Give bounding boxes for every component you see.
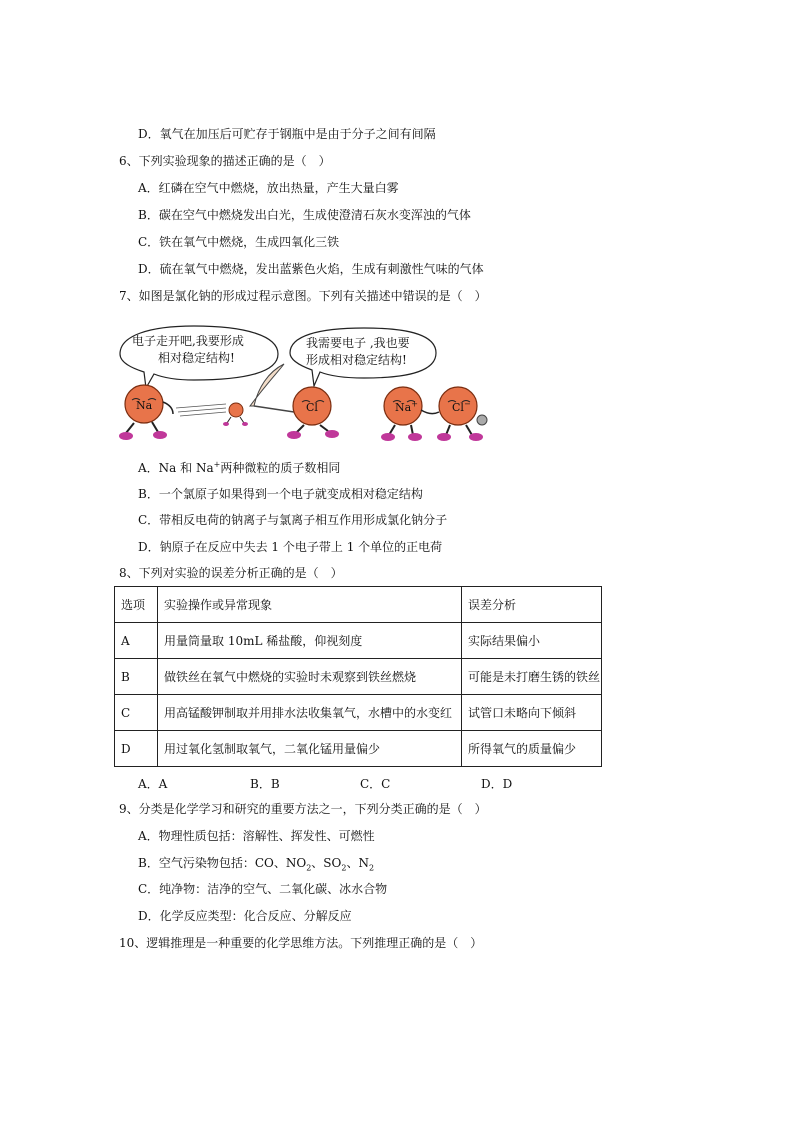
row-b-operation: 做铁丝在氧气中燃烧的实验时未观察到铁丝燃烧 [158, 659, 462, 695]
q7-option-a-post: 两种微粒的质子数相同 [220, 461, 341, 475]
row-d-analysis: 所得氧气的质量偏少 [462, 731, 602, 767]
q10-stem: 10、逻辑推理是一种重要的化学思维方法。下列推理正确的是（ ） [119, 936, 483, 950]
q9-option-b [138, 855, 374, 871]
q7-option-d: D．钠原子在反应中失去 1 个电子带上 1 个单位的正电荷 [138, 540, 443, 554]
q5-option-d: D．氧气在加压后可贮存于钢瓶中是由于分子之间有间隔 [138, 127, 436, 141]
cl-ion-label [452, 399, 471, 416]
q8-stem: 8、下列对实验的误差分析正确的是（ ） [119, 566, 343, 580]
n2-subscript: 2 [368, 863, 375, 873]
q9-option-b-mid: 、SO [311, 856, 342, 870]
na-atom-label: Na [136, 399, 153, 412]
bubble2-line1: 我需要电子 ,我也要 [306, 336, 410, 350]
q9-option-d: D．化学反应类型：化合反应、分解反应 [138, 909, 352, 923]
q8-choice-d: D．D [481, 777, 513, 791]
q7-option-a-charge: + [213, 460, 221, 469]
table-row [115, 731, 602, 767]
motion-lines [176, 404, 226, 416]
row-a-analysis: 实际结果偏小 [462, 623, 602, 659]
no2-subscript: 2 [306, 863, 312, 873]
q8-choice-c: C．C [360, 777, 391, 791]
q6-option-a: A．红磷在空气中燃烧，放出热量，产生大量白雾 [138, 181, 399, 195]
error-analysis-table [114, 586, 602, 767]
q9-option-a: A．物理性质包括：溶解性、挥发性、可燃性 [138, 829, 375, 843]
q6-option-c: C．铁在氧气中燃烧，生成四氧化三铁 [138, 235, 340, 249]
q7-option-a [138, 460, 340, 476]
row-b-option: B [115, 659, 158, 695]
row-d-operation: 用过氧化氢制取氧气，二氧化锰用量偏少 [158, 731, 462, 767]
q7-option-a-pre: A．Na 和 Na [138, 461, 214, 475]
q6-stem: 6、下列实验现象的描述正确的是（ ） [119, 154, 331, 168]
q7-option-b: B．一个氯原子如果得到一个电子就变成相对稳定结构 [138, 487, 423, 501]
table-row [115, 695, 602, 731]
cl-ion-charge: − [463, 399, 471, 409]
header-operation: 实验操作或异常现象 [158, 587, 462, 623]
row-c-option: C [115, 695, 158, 731]
so2-subscript: 2 [341, 863, 347, 873]
q9-option-c: C．纯净物：洁净的空气、二氧化碳、冰水合物 [138, 882, 388, 896]
nacl-formation-figure [118, 322, 518, 452]
table-row [115, 623, 602, 659]
q7-option-c: C．带相反电荷的钠离子与氯离子相互作用形成氯化钠分子 [138, 513, 448, 527]
q6-option-b: B．碳在空气中燃烧发出白光，生成使澄清石灰水变浑浊的气体 [138, 208, 471, 222]
q8-choices [138, 775, 538, 791]
q8-choice-a: A．A [138, 777, 168, 791]
cl-ion-symbol: Cl [452, 401, 464, 414]
q9-option-b-pre: B．空气污染物包括：CO、NO [138, 856, 307, 870]
row-c-operation: 用高锰酸钾制取并用排水法收集氧气，水槽中的水变红 [158, 695, 462, 731]
row-c-analysis: 试管口未略向下倾斜 [462, 695, 602, 731]
na-ion-charge: + [411, 399, 418, 409]
cl-atom-label: Cl [306, 401, 318, 414]
q7-stem: 7、如图是氯化钠的形成过程示意图。下列有关描述中错误的是（ ） [119, 289, 487, 303]
header-analysis: 误差分析 [462, 587, 602, 623]
table-header-row [115, 587, 602, 623]
electron-character [223, 403, 248, 426]
row-a-option: A [115, 623, 158, 659]
q9-stem: 9、分类是化学学习和研究的重要方法之一，下列分类正确的是（ ） [119, 802, 487, 816]
header-option: 选项 [115, 587, 158, 623]
q6-option-d: D．硫在氧气中燃烧，发出蓝紫色火焰，生成有刺激性气味的气体 [138, 262, 484, 276]
q8-choice-b: B．B [250, 777, 280, 791]
row-b-analysis: 可能是未打磨生锈的铁丝 [462, 659, 602, 695]
na-ion-symbol: Na [395, 401, 412, 414]
bubble1-line2: 相对稳定结构! [158, 351, 235, 365]
q9-option-b-mid2: 、N [346, 856, 369, 870]
na-ion-label [395, 399, 418, 416]
row-a-operation: 用量筒量取 10mL 稀盐酸，仰视刻度 [158, 623, 462, 659]
row-d-option: D [115, 731, 158, 767]
bubble1-line1: 电子走开吧,我要形成 [132, 334, 244, 348]
table-row [115, 659, 602, 695]
bubble2-line2: 形成相对稳定结构! [306, 353, 407, 367]
